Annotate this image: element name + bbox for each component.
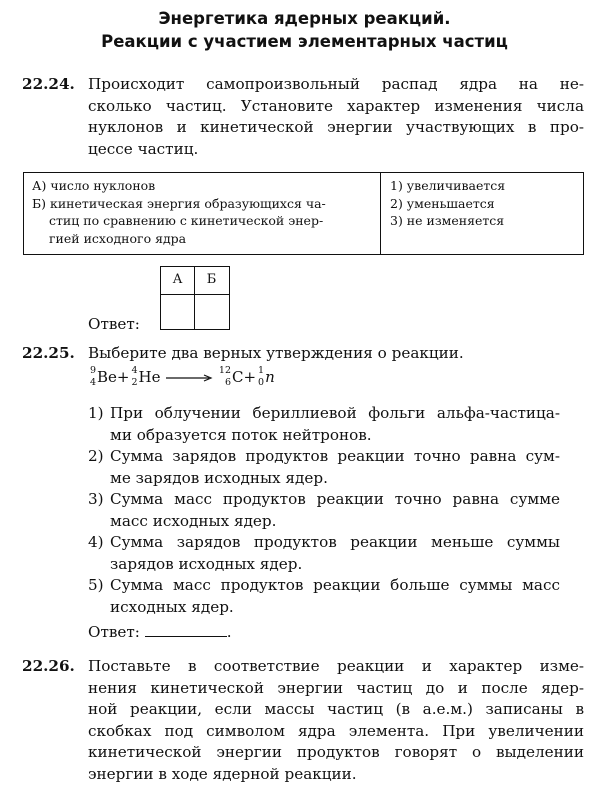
option-item [88,575,560,618]
table-item-continuation: стиц по сравнению с кинетической энер- [49,213,324,228]
option-text: ми образуется поток нейтронов. [110,425,372,444]
nuclide-indices [129,367,138,389]
element-symbol: Be [97,368,117,386]
problem-text [88,656,584,785]
nuclide-indices [88,367,97,389]
option-text: зарядов исходных ядер. [110,554,303,573]
element-symbol: He [138,368,161,386]
option-text: Сумма масс продуктов реакции больше суммы масс [110,576,560,594]
text-line: нения кинетической энергии частиц до и после ядер- [88,678,584,697]
text-line: нуклонов и кинетической энергии участвующих в про- [88,118,584,136]
mass-number: 4 [131,365,138,376]
grid-header-b: Б [206,272,217,287]
table-right-column [390,177,580,230]
table-item-continuation: гией исходного ядра [49,230,187,246]
options-list [88,403,560,618]
atomic-number: 0 [258,377,265,388]
option-text: исходных ядер. [110,597,234,616]
atomic-number: 4 [89,377,96,388]
answer-cell-b[interactable] [195,295,228,330]
option-text: Сумма зарядов продуктов реакции точно равна сум- [110,447,560,465]
answer-row [88,622,232,644]
problem-text [88,74,584,160]
page-title-line-2: Реакции с участием элементарных частиц [101,32,508,51]
option-item [88,532,560,575]
problem-number: 22.25. [22,344,75,362]
table-left-column [32,177,372,247]
option-number: 4) [88,533,104,551]
matching-table [23,172,584,255]
grid-header-a: А [172,272,183,287]
table-option: 1) увеличивается [390,178,506,193]
answer-cell-a[interactable] [161,295,194,330]
reaction-equation [88,367,275,389]
reaction-arrow-icon [165,373,213,383]
mass-number: 12 [218,365,232,376]
option-item [88,403,560,446]
plus-sign: + [116,368,130,386]
table-item: Б) кинетическая энергия образующихся ча- [32,195,326,211]
text-line: скобках под символом ядра элемента. При увеличении [88,721,584,740]
answer-grid [160,266,230,330]
table-divider [380,173,381,254]
option-number: 5) [88,576,104,594]
answer-label: Ответ: [88,315,140,333]
text-line: цессе частиц. [88,139,199,158]
option-text: Сумма зарядов продуктов реакции меньше суммы [110,533,560,551]
answer-dot: . [226,623,232,641]
table-item: А) число нуклонов [32,178,156,193]
element-symbol: n [265,368,275,386]
text-line: ной реакции, если массы частиц (в а.е.м.) записаны в [88,700,584,718]
text-line: сколько частиц. Установите характер изменения числа [88,96,584,115]
option-number: 3) [88,490,104,508]
answer-label: Ответ: [88,623,140,641]
text-line: Поставьте в соответствие реакции и характер изме- [88,657,584,675]
answer-blank[interactable] [145,622,227,637]
nuclide-indices [256,367,265,389]
option-number: 2) [88,447,104,465]
plus-sign: + [243,368,257,386]
table-option: 3) не изменяется [390,213,505,228]
mass-number: 9 [89,365,96,376]
atomic-number: 2 [131,377,138,388]
nuclide-indices [218,367,232,389]
option-text: Сумма масс продуктов реакции точно равна сумме [110,490,560,508]
option-text: При облучении бериллиевой фольги альфа-частица- [110,404,560,422]
mass-number: 1 [258,365,265,376]
option-text: ме зарядов исходных ядер. [110,468,328,487]
text-line: Происходит самопроизвольный распад ядра на не- [88,75,584,93]
table-option: 2) уменьшается [390,195,495,211]
problem-question: Выберите два верных утверждения о реакции. [88,344,464,362]
text-line: энергии в ходе ядерной реакции. [88,764,357,783]
option-item [88,446,560,489]
option-number: 1) [88,404,104,422]
page-title-line-1: Энергетика ядерных реакций. [158,9,451,28]
text-line: кинетической энергии продуктов говорят о выделении [88,743,584,761]
option-item [88,489,560,532]
problem-number: 22.24. [22,75,75,93]
option-text: масс исходных ядер. [110,511,277,530]
atomic-number: 6 [224,377,232,388]
element-symbol: C [232,368,244,386]
problem-number: 22.26. [22,657,75,675]
